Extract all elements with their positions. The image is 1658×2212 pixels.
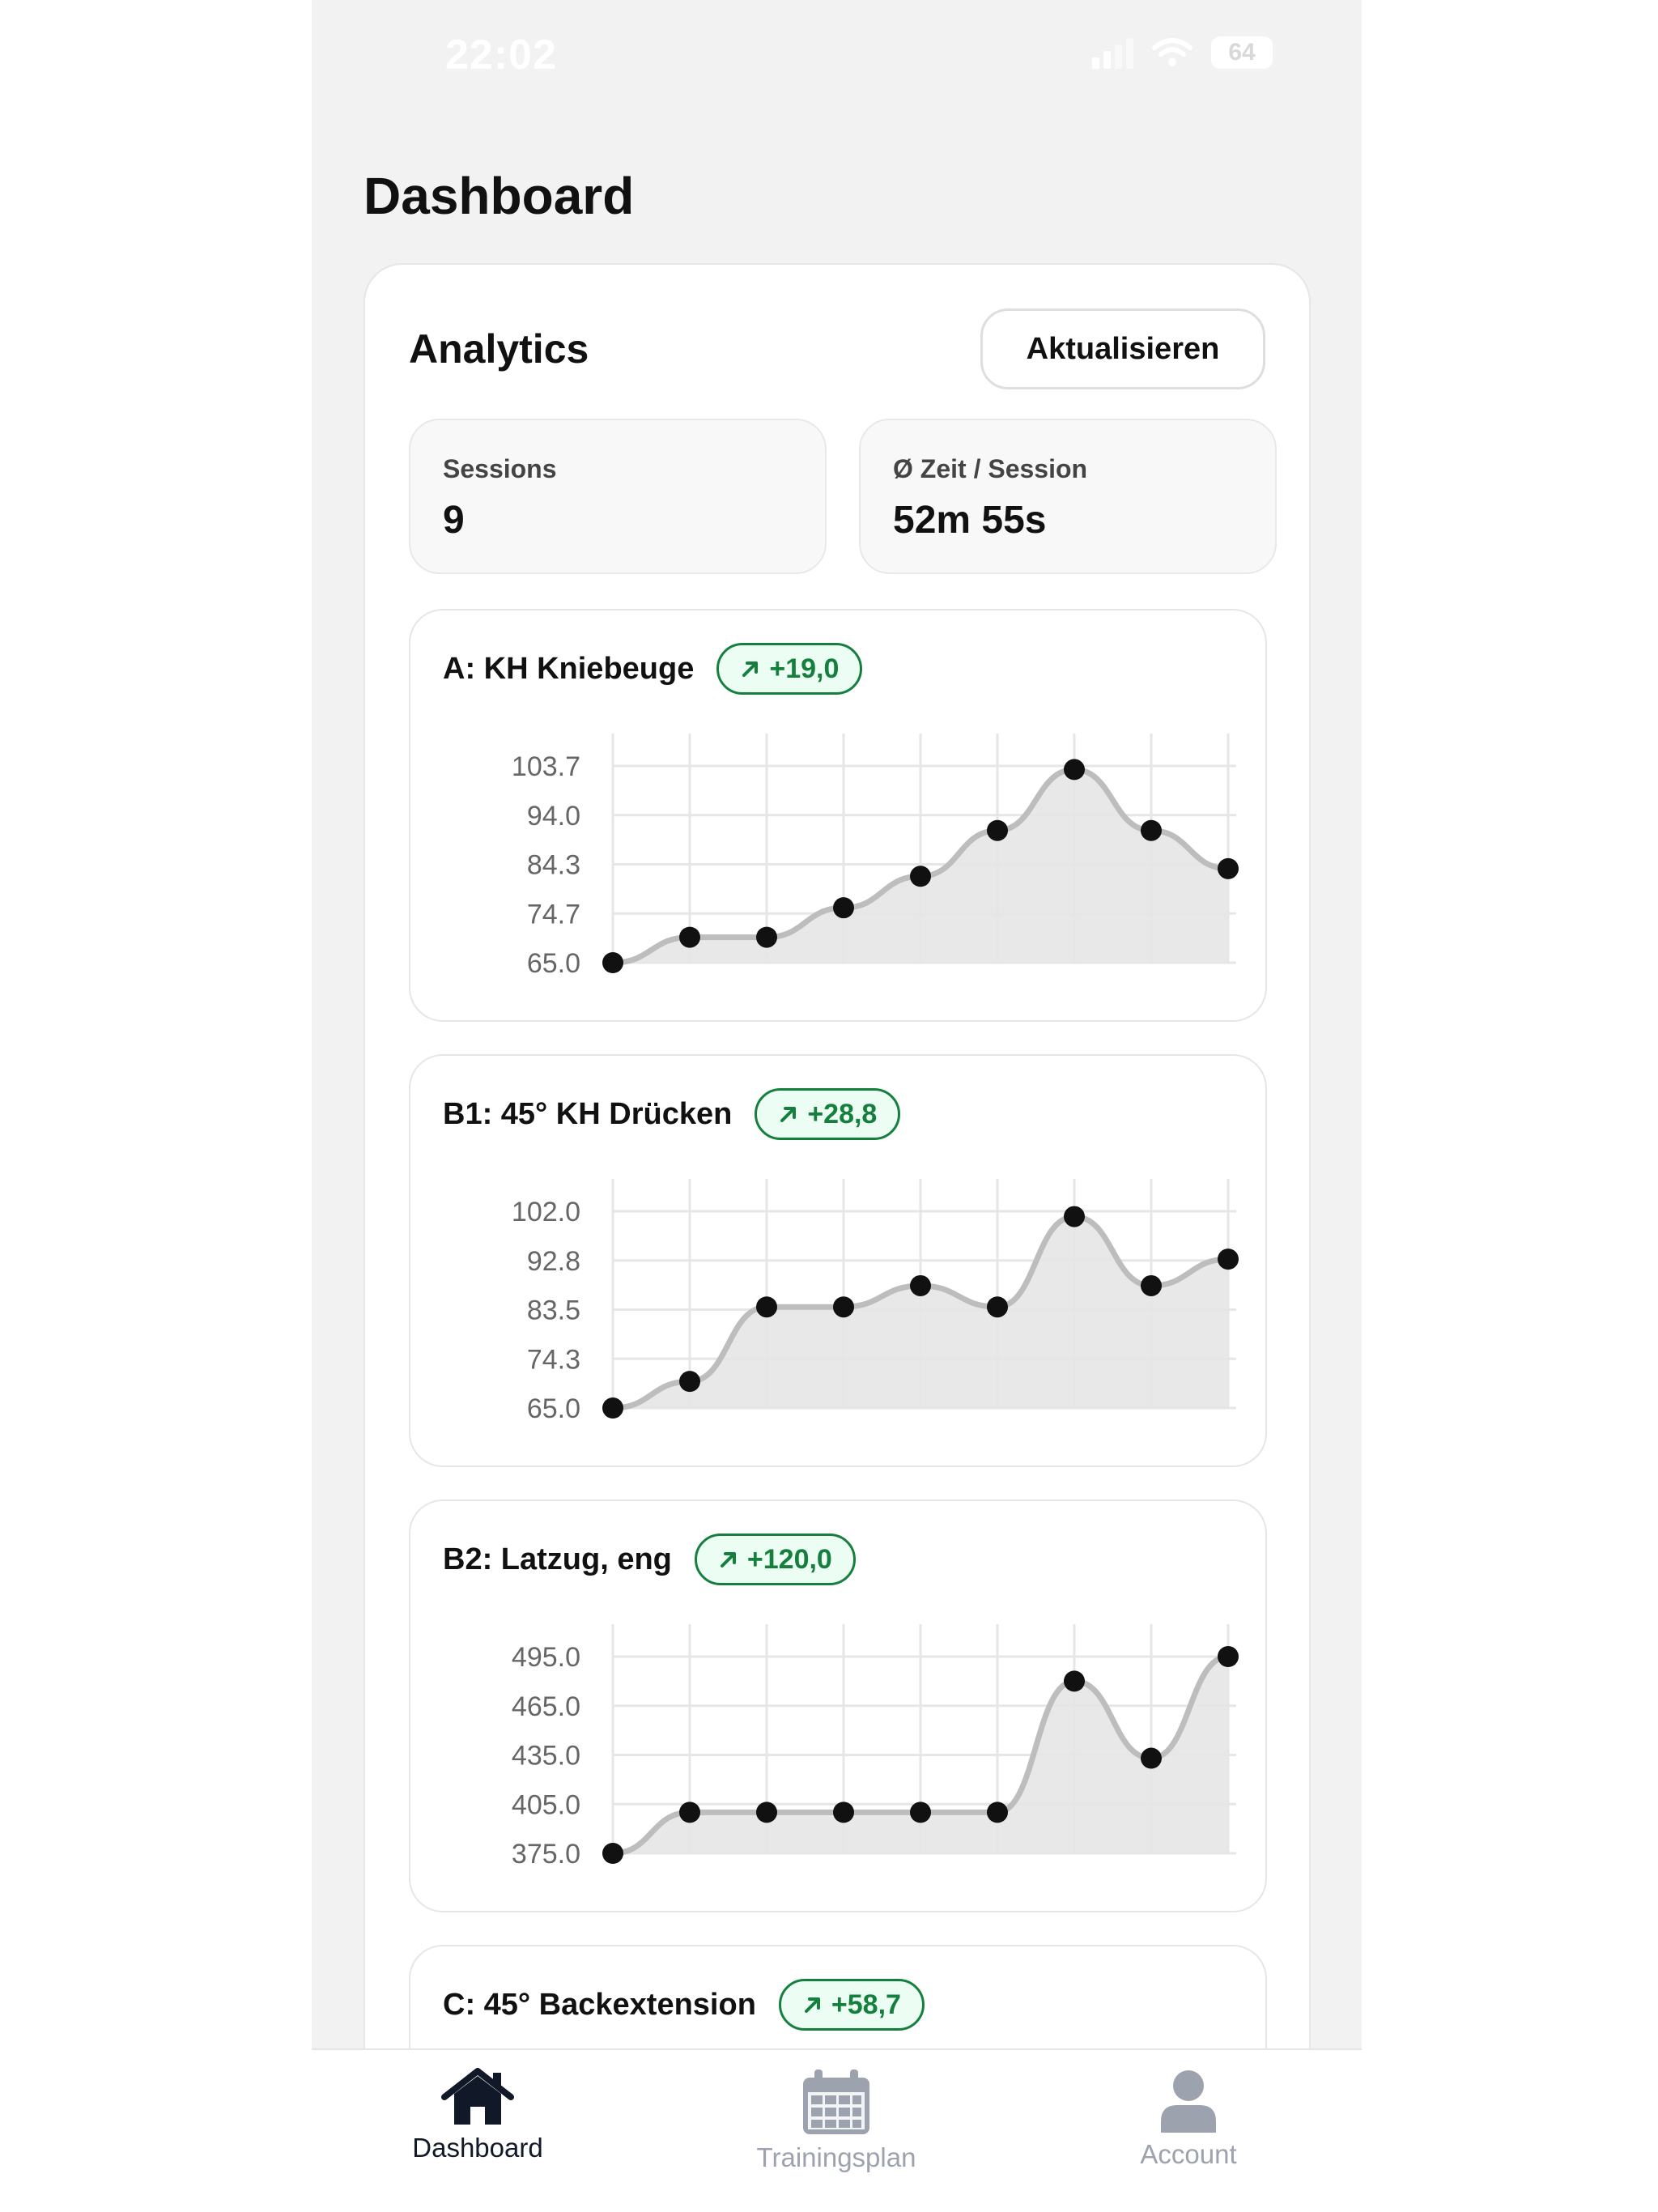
tab-trainingsplan[interactable] <box>715 2068 958 2173</box>
progress-badge <box>755 1088 900 1140</box>
stat-label: Ø Zeit / Session <box>893 454 1088 483</box>
wifi-icon <box>1151 36 1193 69</box>
stat-value: 9 <box>443 499 465 542</box>
analytics-title: Analytics <box>409 326 589 372</box>
y-tick-label: 94.0 <box>526 800 580 832</box>
tab-dashboard[interactable] <box>356 2068 599 2163</box>
refresh-button[interactable]: Aktualisieren <box>980 308 1265 389</box>
data-point <box>756 1296 777 1317</box>
arrow-up-right-icon <box>778 1104 799 1125</box>
exercise-title: B2: Latzug, eng <box>443 1542 672 1576</box>
stat-label: Sessions <box>443 454 557 483</box>
cellular-signal-icon <box>1092 36 1133 69</box>
calendar-icon <box>800 2068 873 2136</box>
y-tick-label: 102.0 <box>511 1197 580 1227</box>
data-point <box>602 1843 623 1864</box>
data-point <box>1064 759 1085 780</box>
data-point <box>1064 1206 1085 1227</box>
progress-value: +58,7 <box>831 1989 901 2020</box>
data-point <box>833 1296 854 1317</box>
data-point <box>1141 1275 1162 1296</box>
user-icon <box>1156 2068 1221 2133</box>
y-tick-label: 84.3 <box>526 849 580 881</box>
y-tick-label: 65.0 <box>526 948 580 979</box>
data-point <box>1141 1748 1162 1769</box>
tab-label: Trainingsplan <box>756 2142 916 2172</box>
page-title: Dashboard <box>363 167 635 225</box>
data-point <box>1064 1670 1085 1691</box>
y-tick-label: 405.0 <box>511 1789 580 1821</box>
progress-badge <box>716 643 862 695</box>
progress-chart <box>410 1606 1269 1882</box>
y-tick-label: 92.8 <box>526 1245 580 1277</box>
home-icon <box>441 2068 514 2126</box>
y-tick-label: 435.0 <box>511 1740 580 1772</box>
data-point <box>1218 1249 1239 1270</box>
data-point <box>679 927 700 948</box>
data-point <box>756 1802 777 1823</box>
data-point <box>756 927 777 948</box>
y-tick-label: 103.7 <box>511 751 580 782</box>
progress-value: +120,0 <box>746 1543 832 1575</box>
progress-chart <box>410 716 1269 991</box>
data-point <box>987 820 1008 841</box>
arrow-up-right-icon <box>802 1994 823 2015</box>
data-point <box>910 1802 931 1823</box>
y-tick-label: 83.5 <box>526 1295 580 1326</box>
status-icons <box>1092 36 1273 69</box>
data-point <box>1218 858 1239 879</box>
progress-value: +28,8 <box>807 1098 878 1129</box>
arrow-up-right-icon <box>718 1549 739 1570</box>
data-point <box>679 1802 700 1823</box>
stat-avg-time <box>859 419 1277 574</box>
data-point <box>910 866 931 887</box>
y-tick-label: 74.7 <box>526 899 580 930</box>
y-tick-label: 74.3 <box>526 1344 580 1376</box>
y-tick-label: 65.0 <box>526 1393 580 1424</box>
stat-sessions <box>409 419 827 574</box>
progress-value: +19,0 <box>769 653 840 684</box>
data-point <box>1218 1646 1239 1667</box>
exercise-card[interactable] <box>409 609 1267 1022</box>
battery-icon: 64 <box>1211 36 1273 69</box>
tab-label: Dashboard <box>412 2133 543 2163</box>
exercise-title: C: 45° Backextension <box>443 1987 756 2022</box>
data-point <box>679 1371 700 1392</box>
exercise-card[interactable] <box>409 1054 1267 1467</box>
data-point <box>987 1802 1008 1823</box>
stat-value: 52m 55s <box>893 499 1047 542</box>
arrow-up-right-icon <box>740 658 761 679</box>
data-point <box>987 1296 1008 1317</box>
data-point <box>833 897 854 918</box>
y-tick-label: 465.0 <box>511 1691 580 1722</box>
status-time: 22:02 <box>445 32 557 79</box>
progress-chart <box>410 1161 1269 1436</box>
exercise-card[interactable] <box>409 1499 1267 1912</box>
y-tick-label: 495.0 <box>511 1642 580 1673</box>
progress-badge <box>695 1534 856 1585</box>
analytics-card <box>363 263 1311 2212</box>
y-tick-label: 375.0 <box>511 1839 580 1870</box>
tab-bar <box>312 2048 1362 2212</box>
data-point <box>602 952 623 973</box>
tab-label: Account <box>1140 2139 1237 2169</box>
phone-screen <box>312 0 1362 2212</box>
data-point <box>602 1397 623 1419</box>
data-point <box>833 1802 854 1823</box>
status-bar <box>312 0 1362 121</box>
progress-badge <box>779 1979 925 2031</box>
exercise-title: A: KH Kniebeuge <box>443 651 695 686</box>
data-point <box>910 1275 931 1296</box>
tab-account[interactable] <box>1067 2068 1310 2170</box>
exercise-title: B1: 45° KH Drücken <box>443 1096 733 1131</box>
data-point <box>1141 820 1162 841</box>
